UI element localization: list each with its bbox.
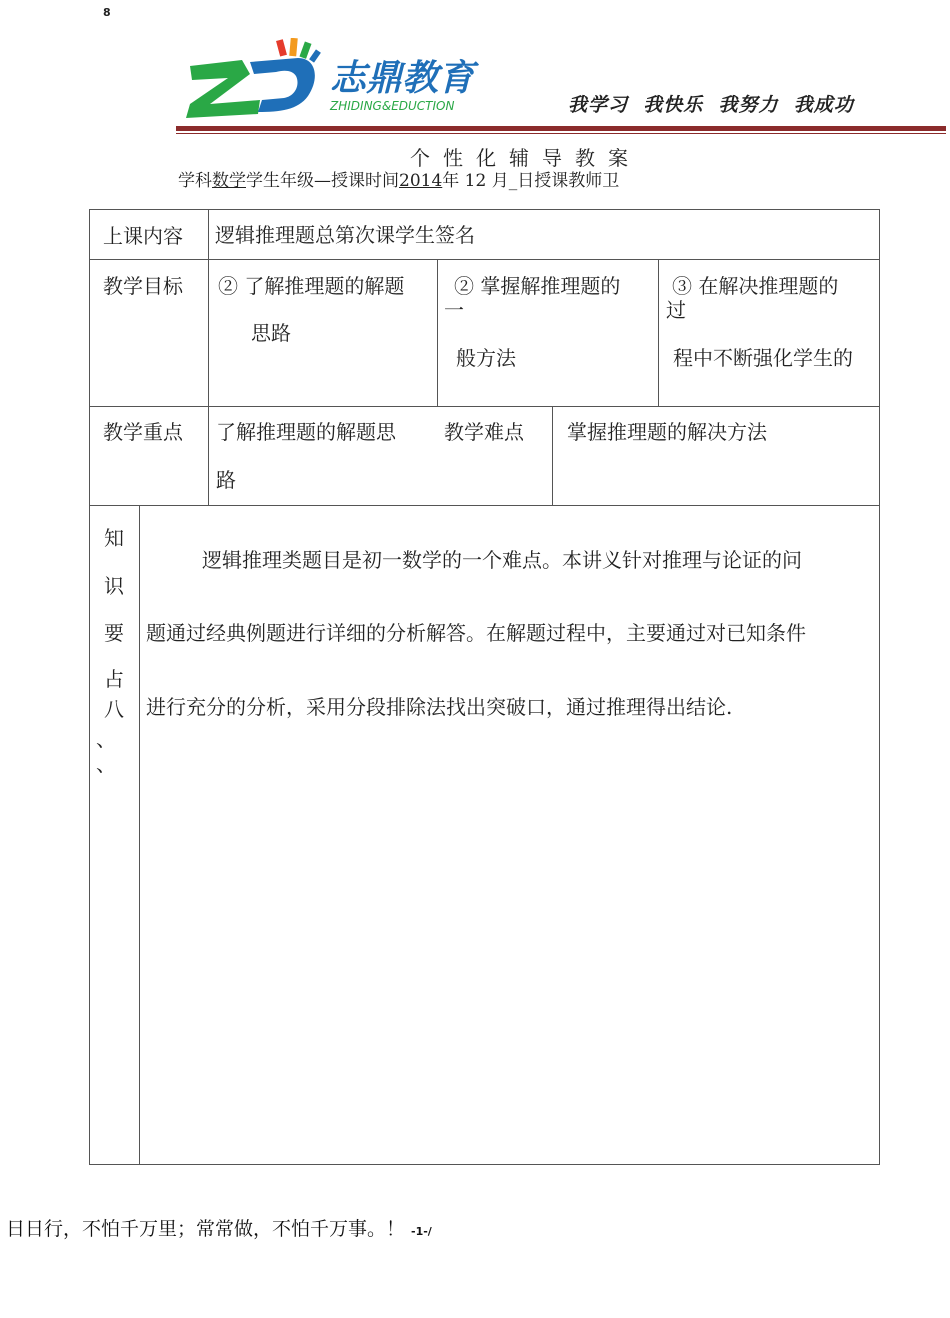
goal-1-line-2: 思路 (251, 321, 291, 345)
teacher-label: 授课教师卫 (534, 171, 620, 191)
logo-mark (186, 38, 321, 118)
zhiding-logo (180, 38, 525, 118)
knowledge-label-char: 识 (104, 574, 124, 598)
goal-3-line-1: ③ 在解决推理题的 (672, 274, 839, 298)
header-rule-thin (176, 133, 946, 134)
footer-motto (6, 1214, 432, 1241)
student-grade-label: 学生年级 (246, 171, 314, 191)
table-col-divider (658, 259, 659, 407)
year-value: 2014 (399, 171, 443, 191)
key-point-line-2: 路 (216, 468, 236, 492)
knowledge-paragraph-line-1: 逻辑推理类题目是初一数学的一个难点。本讲义针对推理与论证的问 (202, 548, 802, 572)
knowledge-label-char: 八 (104, 697, 124, 721)
header-rule (176, 126, 946, 131)
row-label-difficulty: 教学难点 (444, 420, 524, 444)
table-col-divider (552, 406, 553, 506)
row-label-teaching-goals: 教学目标 (103, 274, 183, 298)
logo-subtitle: ZHIDING&EDUCTION (330, 99, 455, 113)
time-label: 授课时间 (331, 171, 399, 191)
knowledge-paragraph-line-3: 进行充分的分析，采用分段排除法找出突破口，通过推理得出结论. (146, 695, 733, 719)
table-border-left (89, 209, 90, 1165)
knowledge-label-char: 要 (104, 621, 124, 645)
table-border-right (879, 209, 880, 1165)
slogan: 我学习 我快乐 我努力 我成功 (568, 94, 854, 116)
knowledge-label-char: 知 (104, 526, 124, 550)
knowledge-label-char: 、 (96, 752, 116, 776)
footer-page-number: -1-/ (411, 1225, 432, 1238)
goal-3-line-2: 过 (666, 298, 686, 322)
subject-label: 学科 (178, 171, 212, 191)
row-label-lesson-content: 上课内容 (103, 224, 183, 248)
page-number: 8 (103, 6, 111, 19)
knowledge-label-char: 占 (104, 667, 124, 691)
knowledge-paragraph-line-2: 题通过经典例题进行详细的分析解答。在解题过程中，主要通过对已知条件 (146, 621, 806, 645)
dash: — (314, 171, 331, 191)
difficulty-value: 掌握推理题的解决方法 (567, 420, 767, 444)
key-point-line-1: 了解推理题的解题思 (216, 420, 396, 444)
knowledge-label-char: 、 (96, 727, 116, 751)
goal-2-line-1: ② 掌握解推理题的 (454, 274, 621, 298)
table-col-divider (437, 259, 438, 407)
lesson-content-value: 逻辑推理题总第次课学生签名 (215, 223, 475, 247)
goal-2-line-3: 般方法 (456, 346, 516, 370)
document-title: 个性化辅导教案 (410, 146, 641, 170)
goal-1-line-1: ② 了解推理题的解题 (218, 274, 405, 298)
table-col-divider (208, 209, 209, 506)
footer-text: 日日行，不怕千万里；常常做，不怕千万事。！ (6, 1218, 406, 1240)
course-info-line (178, 166, 619, 191)
row-label-key-points: 教学重点 (103, 420, 183, 444)
goal-2-line-2: 一 (444, 298, 464, 322)
table-border-bottom (89, 1164, 880, 1165)
month-text: 年 12 月_日 (442, 171, 535, 191)
logo-name: 志鼎教育 (330, 58, 475, 99)
goal-3-line-3: 程中不断强化学生的 (673, 346, 853, 370)
table-col-divider (139, 505, 140, 1165)
subject-value: 数学 (212, 171, 246, 191)
